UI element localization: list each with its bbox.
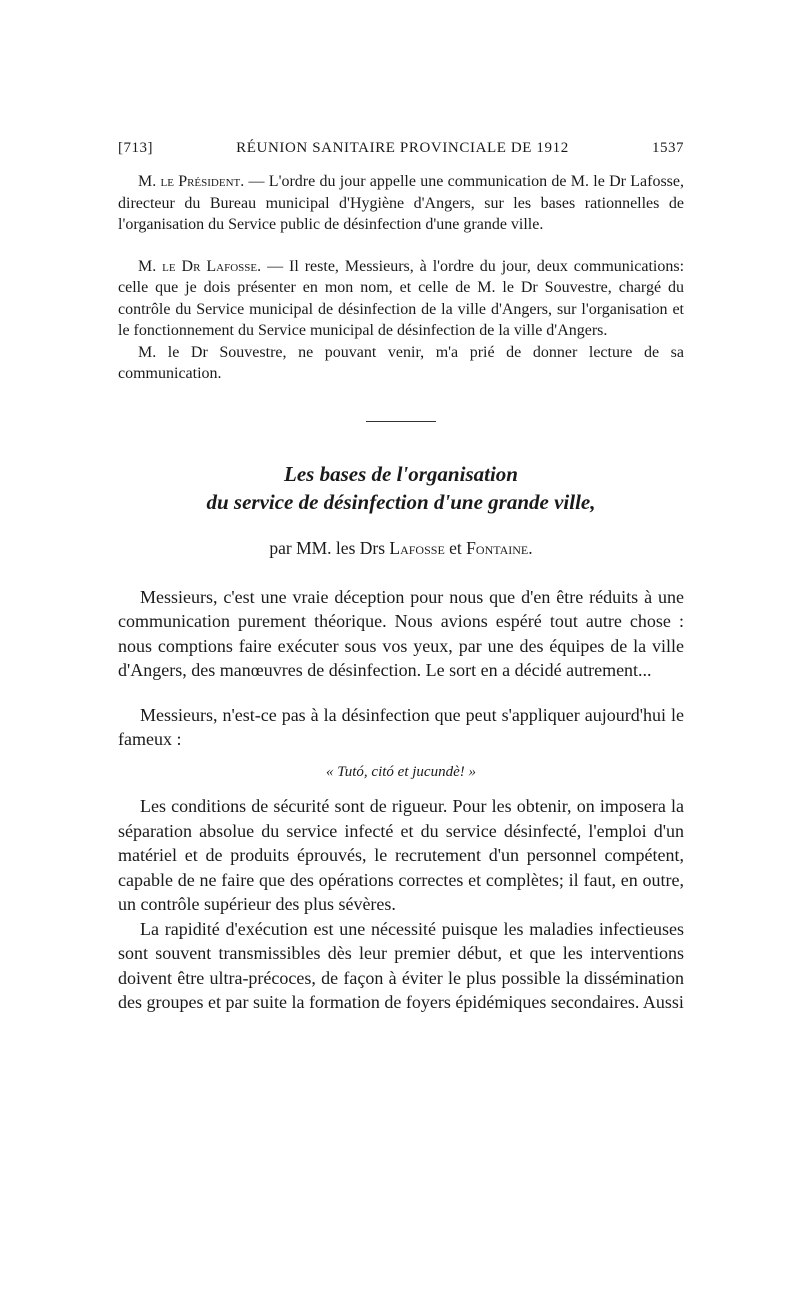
article-title — [118, 460, 684, 516]
speaker-president: M. le Président. — [138, 173, 245, 190]
running-header — [118, 140, 684, 157]
byline-end: . — [528, 537, 533, 558]
speaker-lafosse: M. le Dr Lafosse. — [138, 257, 262, 275]
running-title: RÉUNION SANITAIRE PROVINCIALE DE 1912 — [236, 140, 569, 156]
body-paragraph-4: La rapidité d'exécution est une nécessité puisque les maladies infectieuses sont souvent transmissibles dès leur premier début, et que les interventions doivent être ultra-précoces, de façon à éviter le plus possible la dissémination des groupes et par suite la formation de foyers épidémiques secondaires. Aussi — [118, 918, 684, 1012]
page-number: 1537 — [652, 140, 684, 156]
article-title-line1: Les bases de l'organisation — [284, 461, 518, 486]
body-paragraph-3: Les conditions de sécurité sont de rigueur. Pour les obtenir, on imposera la séparation absolue du service infecté et du service désinfecté, l'emploi d'un matériel et de produits éprouvés, le recrutement d'un personnel compétent, capable de ne faire que des opérations correctes et complètes; il faut, en outre, un contrôle supérieur des plus sévères. — [118, 796, 684, 914]
latin-quote: « Tutó, citó et jucundè! » — [326, 763, 476, 780]
section-divider — [366, 421, 436, 422]
article-body — [118, 585, 684, 1015]
article-title-line2: du service de désinfection d'une grande ville, — [206, 489, 596, 514]
page-reference: [713] — [118, 140, 153, 156]
author-lafosse: Lafosse — [389, 537, 445, 558]
president-paragraph — [118, 171, 684, 236]
president-text: — L'ordre du jour appelle une communication de M. le Dr Lafosse, directeur du Bureau municipal d'Hygiène d'Angers, sur les bases rationnelles de l'organisation du Service public de désinfection d'une grande ville. — [118, 173, 684, 233]
minutes-section — [118, 171, 684, 385]
lafosse-paragraph — [118, 256, 684, 342]
body-paragraph-1: Messieurs, c'est une vraie déception pour nous que d'en être réduits à une communication purement théorique. Nous avions espéré tout autre chose : nous comptions faire exécuter sous vos yeux, par une des équipes de la ville d'Angers, des manœuvres de désinfection. Le sort en a décidé autrement... — [118, 586, 684, 680]
byline-prefix: par MM. les Drs — [269, 537, 390, 558]
article-byline — [118, 538, 684, 559]
souvestre-paragraph: M. le Dr Souvestre, ne pouvant venir, m'a prié de donner lecture de sa communication. — [118, 343, 684, 382]
byline-and: et — [444, 537, 467, 558]
lafosse-text: — Il reste, Messieurs, à l'ordre du jour, deux communications: celle que je dois présenter en mon nom, et celle de M. le Dr Souvestre, chargé du contrôle du Service municipal de désinfection de la ville d'Angers, sur l'organisation et le fonctionnement du Service municipal de désinfection de la ville d'Angers. — [118, 257, 685, 339]
author-fontaine: Fontaine — [466, 537, 529, 558]
page — [118, 140, 684, 1015]
body-paragraph-2: Messieurs, n'est-ce pas à la désinfection que peut s'appliquer aujourd'hui le fameux : — [118, 704, 684, 749]
